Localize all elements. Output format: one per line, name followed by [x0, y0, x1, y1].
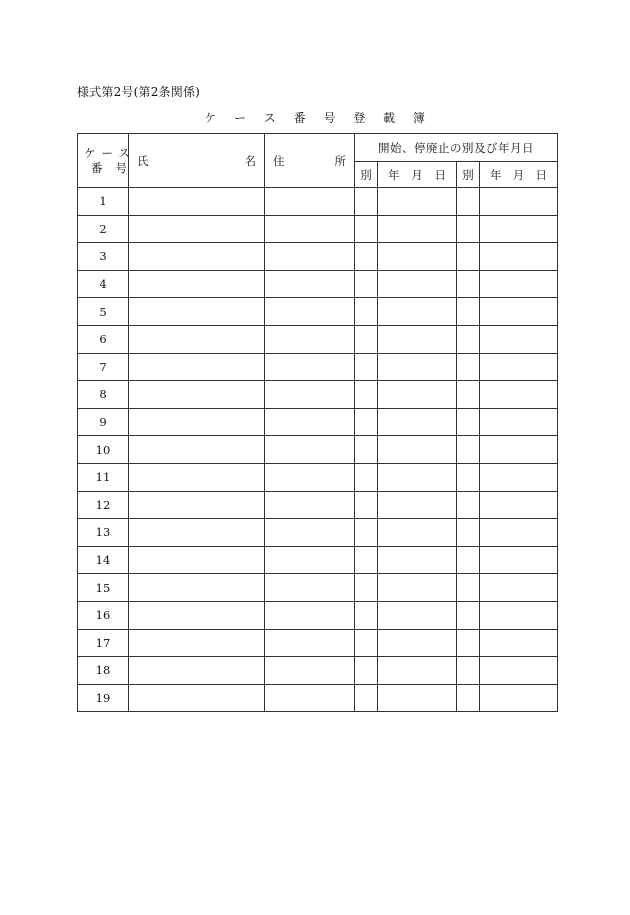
- kind-1-cell: [355, 684, 378, 712]
- table-row: [78, 298, 558, 326]
- address-cell: [265, 629, 355, 657]
- address-cell: [265, 546, 355, 574]
- case-number-cell: 14: [78, 546, 129, 574]
- kind-2-cell: [457, 601, 480, 629]
- date-1-cell: [378, 243, 457, 271]
- address-header-left: 住: [273, 153, 285, 168]
- date-2-cell: [480, 436, 558, 464]
- address-cell: [265, 657, 355, 685]
- date-1-cell: [378, 215, 457, 243]
- table-row: [78, 629, 558, 657]
- day-label-2: 日: [535, 167, 547, 182]
- case-number-cell: 19: [78, 684, 129, 712]
- address-cell: [265, 270, 355, 298]
- date-1-cell: [378, 436, 457, 464]
- kind-2-cell: [457, 243, 480, 271]
- table-row: [78, 408, 558, 436]
- kind-2-cell: [457, 574, 480, 602]
- name-cell: [129, 574, 265, 602]
- table-row: [78, 436, 558, 464]
- name-cell: [129, 408, 265, 436]
- date-2-cell: [480, 353, 558, 381]
- kind-1-cell: [355, 325, 378, 353]
- name-header-left: 氏: [137, 153, 149, 168]
- table-row: [78, 353, 558, 381]
- kind-1-cell: [355, 491, 378, 519]
- table-row: [78, 491, 558, 519]
- kind-2-cell: [457, 436, 480, 464]
- name-cell: [129, 243, 265, 271]
- date-2-cell: [480, 657, 558, 685]
- address-cell: [265, 436, 355, 464]
- kind-1-cell: [355, 270, 378, 298]
- table-row: [78, 574, 558, 602]
- case-number-cell: 10: [78, 436, 129, 464]
- date-2-cell: [480, 408, 558, 436]
- case-number-cell: 8: [78, 381, 129, 409]
- kind-2-cell: [457, 188, 480, 216]
- address-cell: [265, 325, 355, 353]
- name-cell: [129, 463, 265, 491]
- date-2-cell: [480, 463, 558, 491]
- kind-header-1: 別: [355, 162, 378, 188]
- name-cell: [129, 519, 265, 547]
- name-cell: [129, 657, 265, 685]
- kind-1-cell: [355, 629, 378, 657]
- case-number-cell: 7: [78, 353, 129, 381]
- table-row: [78, 325, 558, 353]
- case-number-cell: 3: [78, 243, 129, 271]
- address-cell: [265, 519, 355, 547]
- form-number-label: 様式第2号(第2条関係): [77, 85, 201, 99]
- header-row-top: [78, 134, 558, 162]
- case-number-header-line1: ケース: [84, 145, 136, 160]
- date-2-cell: [480, 491, 558, 519]
- date-1-cell: [378, 684, 457, 712]
- date-1-cell: [378, 574, 457, 602]
- name-cell: [129, 629, 265, 657]
- name-cell: [129, 436, 265, 464]
- address-header-right: 所: [334, 153, 346, 168]
- table-row: [78, 243, 558, 271]
- date-2-cell: [480, 519, 558, 547]
- name-cell: [129, 381, 265, 409]
- name-cell: [129, 270, 265, 298]
- kind-1-cell: [355, 298, 378, 326]
- case-number-cell: 5: [78, 298, 129, 326]
- name-cell: [129, 298, 265, 326]
- case-number-cell: 1: [78, 188, 129, 216]
- date-1-cell: [378, 381, 457, 409]
- kind-2-cell: [457, 629, 480, 657]
- kind-1-cell: [355, 188, 378, 216]
- kind-1-cell: [355, 601, 378, 629]
- name-cell: [129, 188, 265, 216]
- date-2-cell: [480, 188, 558, 216]
- date-2-cell: [480, 684, 558, 712]
- case-number-cell: 17: [78, 629, 129, 657]
- case-number-cell: 12: [78, 491, 129, 519]
- name-cell: [129, 325, 265, 353]
- address-cell: [265, 381, 355, 409]
- address-cell: [265, 298, 355, 326]
- table-row: [78, 519, 558, 547]
- date-2-cell: [480, 243, 558, 271]
- period-header: 開始、停廃止の別及び年月日: [355, 134, 558, 162]
- date-2-cell: [480, 270, 558, 298]
- kind-1-cell: [355, 574, 378, 602]
- kind-2-cell: [457, 215, 480, 243]
- date-1-cell: [378, 353, 457, 381]
- address-cell: [265, 684, 355, 712]
- table-row: [78, 546, 558, 574]
- kind-2-cell: [457, 381, 480, 409]
- case-number-header-line2: 番号: [91, 160, 140, 175]
- address-cell: [265, 408, 355, 436]
- date-1-cell: [378, 629, 457, 657]
- day-label-1: 日: [434, 167, 446, 182]
- kind-2-cell: [457, 491, 480, 519]
- table-row: [78, 215, 558, 243]
- address-cell: [265, 353, 355, 381]
- date-1-cell: [378, 325, 457, 353]
- date-1-cell: [378, 463, 457, 491]
- date-header-2: [480, 162, 558, 188]
- document-title: ケ ー ス 番 号 登 載 簿: [204, 111, 432, 125]
- address-cell: [265, 215, 355, 243]
- table-row: [78, 601, 558, 629]
- month-label-1: 月: [411, 167, 423, 182]
- date-1-cell: [378, 408, 457, 436]
- kind-2-cell: [457, 546, 480, 574]
- date-2-cell: [480, 325, 558, 353]
- name-cell: [129, 684, 265, 712]
- date-1-cell: [378, 519, 457, 547]
- case-number-cell: 16: [78, 601, 129, 629]
- address-header: [265, 134, 355, 188]
- kind-1-cell: [355, 381, 378, 409]
- address-cell: [265, 601, 355, 629]
- kind-2-cell: [457, 325, 480, 353]
- name-cell: [129, 546, 265, 574]
- case-number-cell: 2: [78, 215, 129, 243]
- case-number-register-table: [77, 133, 558, 712]
- case-number-cell: 6: [78, 325, 129, 353]
- table-row: [78, 657, 558, 685]
- case-number-cell: 18: [78, 657, 129, 685]
- kind-1-cell: [355, 463, 378, 491]
- date-2-cell: [480, 629, 558, 657]
- kind-2-cell: [457, 463, 480, 491]
- kind-1-cell: [355, 408, 378, 436]
- kind-2-cell: [457, 298, 480, 326]
- address-cell: [265, 574, 355, 602]
- date-1-cell: [378, 601, 457, 629]
- kind-1-cell: [355, 215, 378, 243]
- table-row: [78, 188, 558, 216]
- name-header: [129, 134, 265, 188]
- case-number-cell: 15: [78, 574, 129, 602]
- date-2-cell: [480, 601, 558, 629]
- name-cell: [129, 215, 265, 243]
- case-number-cell: 9: [78, 408, 129, 436]
- date-1-cell: [378, 491, 457, 519]
- kind-2-cell: [457, 408, 480, 436]
- address-cell: [265, 491, 355, 519]
- year-label-1: 年: [388, 167, 400, 182]
- date-2-cell: [480, 298, 558, 326]
- address-cell: [265, 243, 355, 271]
- table-row: [78, 270, 558, 298]
- kind-1-cell: [355, 546, 378, 574]
- kind-1-cell: [355, 243, 378, 271]
- kind-1-cell: [355, 436, 378, 464]
- table-row: [78, 684, 558, 712]
- date-header-1: [378, 162, 457, 188]
- kind-2-cell: [457, 657, 480, 685]
- kind-1-cell: [355, 657, 378, 685]
- case-number-cell: 13: [78, 519, 129, 547]
- kind-1-cell: [355, 353, 378, 381]
- kind-2-cell: [457, 519, 480, 547]
- date-1-cell: [378, 298, 457, 326]
- case-number-cell: 11: [78, 463, 129, 491]
- date-2-cell: [480, 215, 558, 243]
- date-2-cell: [480, 381, 558, 409]
- kind-2-cell: [457, 684, 480, 712]
- date-1-cell: [378, 188, 457, 216]
- address-cell: [265, 463, 355, 491]
- kind-header-2: 別: [457, 162, 480, 188]
- date-1-cell: [378, 546, 457, 574]
- date-2-cell: [480, 574, 558, 602]
- case-number-header: [78, 134, 140, 188]
- kind-1-cell: [355, 519, 378, 547]
- date-2-cell: [480, 546, 558, 574]
- name-cell: [129, 491, 265, 519]
- kind-2-cell: [457, 270, 480, 298]
- name-cell: [129, 353, 265, 381]
- name-cell: [129, 601, 265, 629]
- name-header-right: 名: [244, 153, 256, 168]
- month-label-2: 月: [512, 167, 525, 182]
- kind-2-cell: [457, 353, 480, 381]
- table-row: [78, 463, 558, 491]
- case-number-cell: 4: [78, 270, 129, 298]
- table-row: [78, 381, 558, 409]
- date-1-cell: [378, 270, 457, 298]
- year-label-2: 年: [490, 167, 502, 182]
- address-cell: [265, 188, 355, 216]
- date-1-cell: [378, 657, 457, 685]
